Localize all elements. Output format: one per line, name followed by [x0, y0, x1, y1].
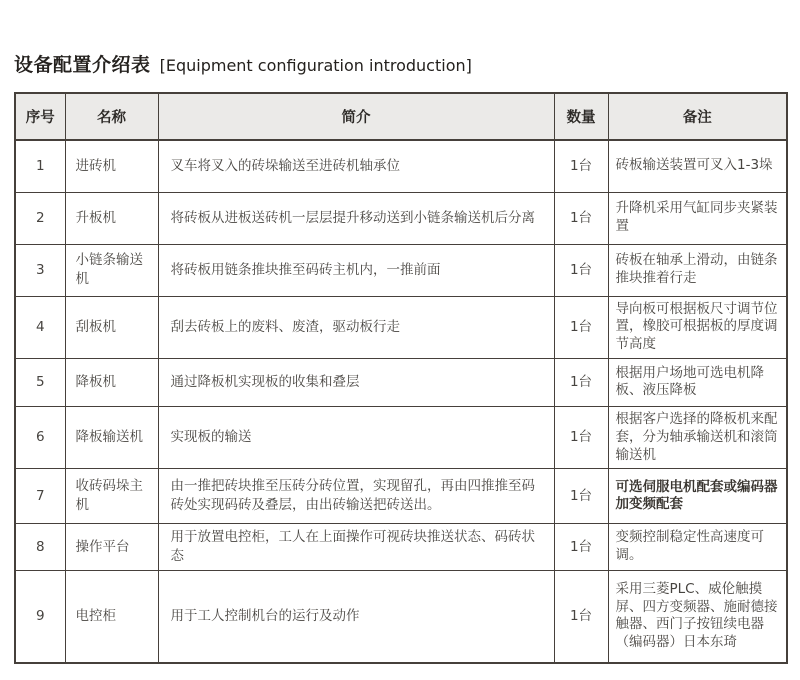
cell-qty: 1台: [554, 192, 608, 244]
page-title: [14, 50, 472, 77]
table-header-row: [15, 93, 787, 140]
table-row: [15, 571, 787, 663]
header-introduction: 简介: [158, 93, 554, 140]
cell-desc: 由一推把砖块推至压砖分砖位置，实现留孔，再由四推推至码砖处实现码砖及叠层，由出砖输送把砖送出。: [158, 469, 554, 524]
table-row: [15, 469, 787, 524]
cell-name: 小链条输送机: [65, 244, 158, 296]
cell-no: 3: [15, 244, 65, 296]
cell-desc: 刮去砖板上的废料、废渣，驱动板行走: [158, 296, 554, 358]
cell-remark: 根据用户场地可选电机降板、液压降板: [608, 358, 787, 406]
cell-remark: 采用三菱PLC、威伦触摸屏、四方变频器、施耐德接触器、西门子按钮续电器（编码器）日本东琦: [608, 571, 787, 663]
cell-no: 1: [15, 140, 65, 192]
table-row: [15, 358, 787, 406]
cell-qty: 1台: [554, 358, 608, 406]
cell-desc: 用于工人控制机台的运行及动作: [158, 571, 554, 663]
table-body: [15, 140, 787, 663]
cell-remark: 变频控制稳定性高速度可调。: [608, 524, 787, 571]
cell-desc: 将砖板用链条推块推至码砖主机内，一推前面: [158, 244, 554, 296]
cell-qty: 1台: [554, 571, 608, 663]
table-header: [15, 93, 787, 140]
cell-qty: 1台: [554, 140, 608, 192]
page-title-chinese: 设备配置介绍表: [14, 54, 151, 76]
cell-desc: 实现板的输送: [158, 406, 554, 468]
header-remarks: 备注: [608, 93, 787, 140]
table-row: [15, 524, 787, 571]
page-title-english: [Equipment configuration introduction]: [159, 56, 472, 75]
header-name: 名称: [65, 93, 158, 140]
cell-remark: 砖板在轴承上滑动，由链条推块推着行走: [608, 244, 787, 296]
cell-no: 5: [15, 358, 65, 406]
table-row: [15, 192, 787, 244]
cell-remark: 升降机采用气缸同步夹紧装置: [608, 192, 787, 244]
cell-no: 6: [15, 406, 65, 468]
cell-name: 降板输送机: [65, 406, 158, 468]
cell-remark: 可选伺服电机配套或编码器加变频配套: [608, 469, 787, 524]
table-row: [15, 406, 787, 468]
cell-qty: 1台: [554, 406, 608, 468]
cell-remark: 根据客户选择的降板机来配套，分为轴承输送机和滚筒输送机: [608, 406, 787, 468]
cell-remark: 砖板输送装置可叉入1-3垛: [608, 140, 787, 192]
cell-no: 7: [15, 469, 65, 524]
cell-desc: 通过降板机实现板的收集和叠层: [158, 358, 554, 406]
table-row: [15, 244, 787, 296]
cell-no: 4: [15, 296, 65, 358]
table-row: [15, 296, 787, 358]
cell-qty: 1台: [554, 296, 608, 358]
cell-qty: 1台: [554, 524, 608, 571]
cell-desc: 用于放置电控柜，工人在上面操作可视砖块推送状态、码砖状态: [158, 524, 554, 571]
cell-desc: 叉车将叉入的砖垛输送至进砖机轴承位: [158, 140, 554, 192]
cell-desc: 将砖板从进板送砖机一层层提升移动送到小链条输送机后分离: [158, 192, 554, 244]
cell-no: 2: [15, 192, 65, 244]
cell-name: 收砖码垛主机: [65, 469, 158, 524]
cell-qty: 1台: [554, 244, 608, 296]
header-serial-number: 序号: [15, 93, 65, 140]
cell-name: 操作平台: [65, 524, 158, 571]
cell-name: 升板机: [65, 192, 158, 244]
cell-no: 8: [15, 524, 65, 571]
cell-name: 刮板机: [65, 296, 158, 358]
cell-name: 电控柜: [65, 571, 158, 663]
cell-qty: 1台: [554, 469, 608, 524]
cell-no: 9: [15, 571, 65, 663]
cell-name: 进砖机: [65, 140, 158, 192]
header-quantity: 数量: [554, 93, 608, 140]
cell-remark: 导向板可根据板尺寸调节位置，橡胶可根据板的厚度调节高度: [608, 296, 787, 358]
table-row: [15, 140, 787, 192]
equipment-config-table: [14, 92, 788, 664]
cell-name: 降板机: [65, 358, 158, 406]
